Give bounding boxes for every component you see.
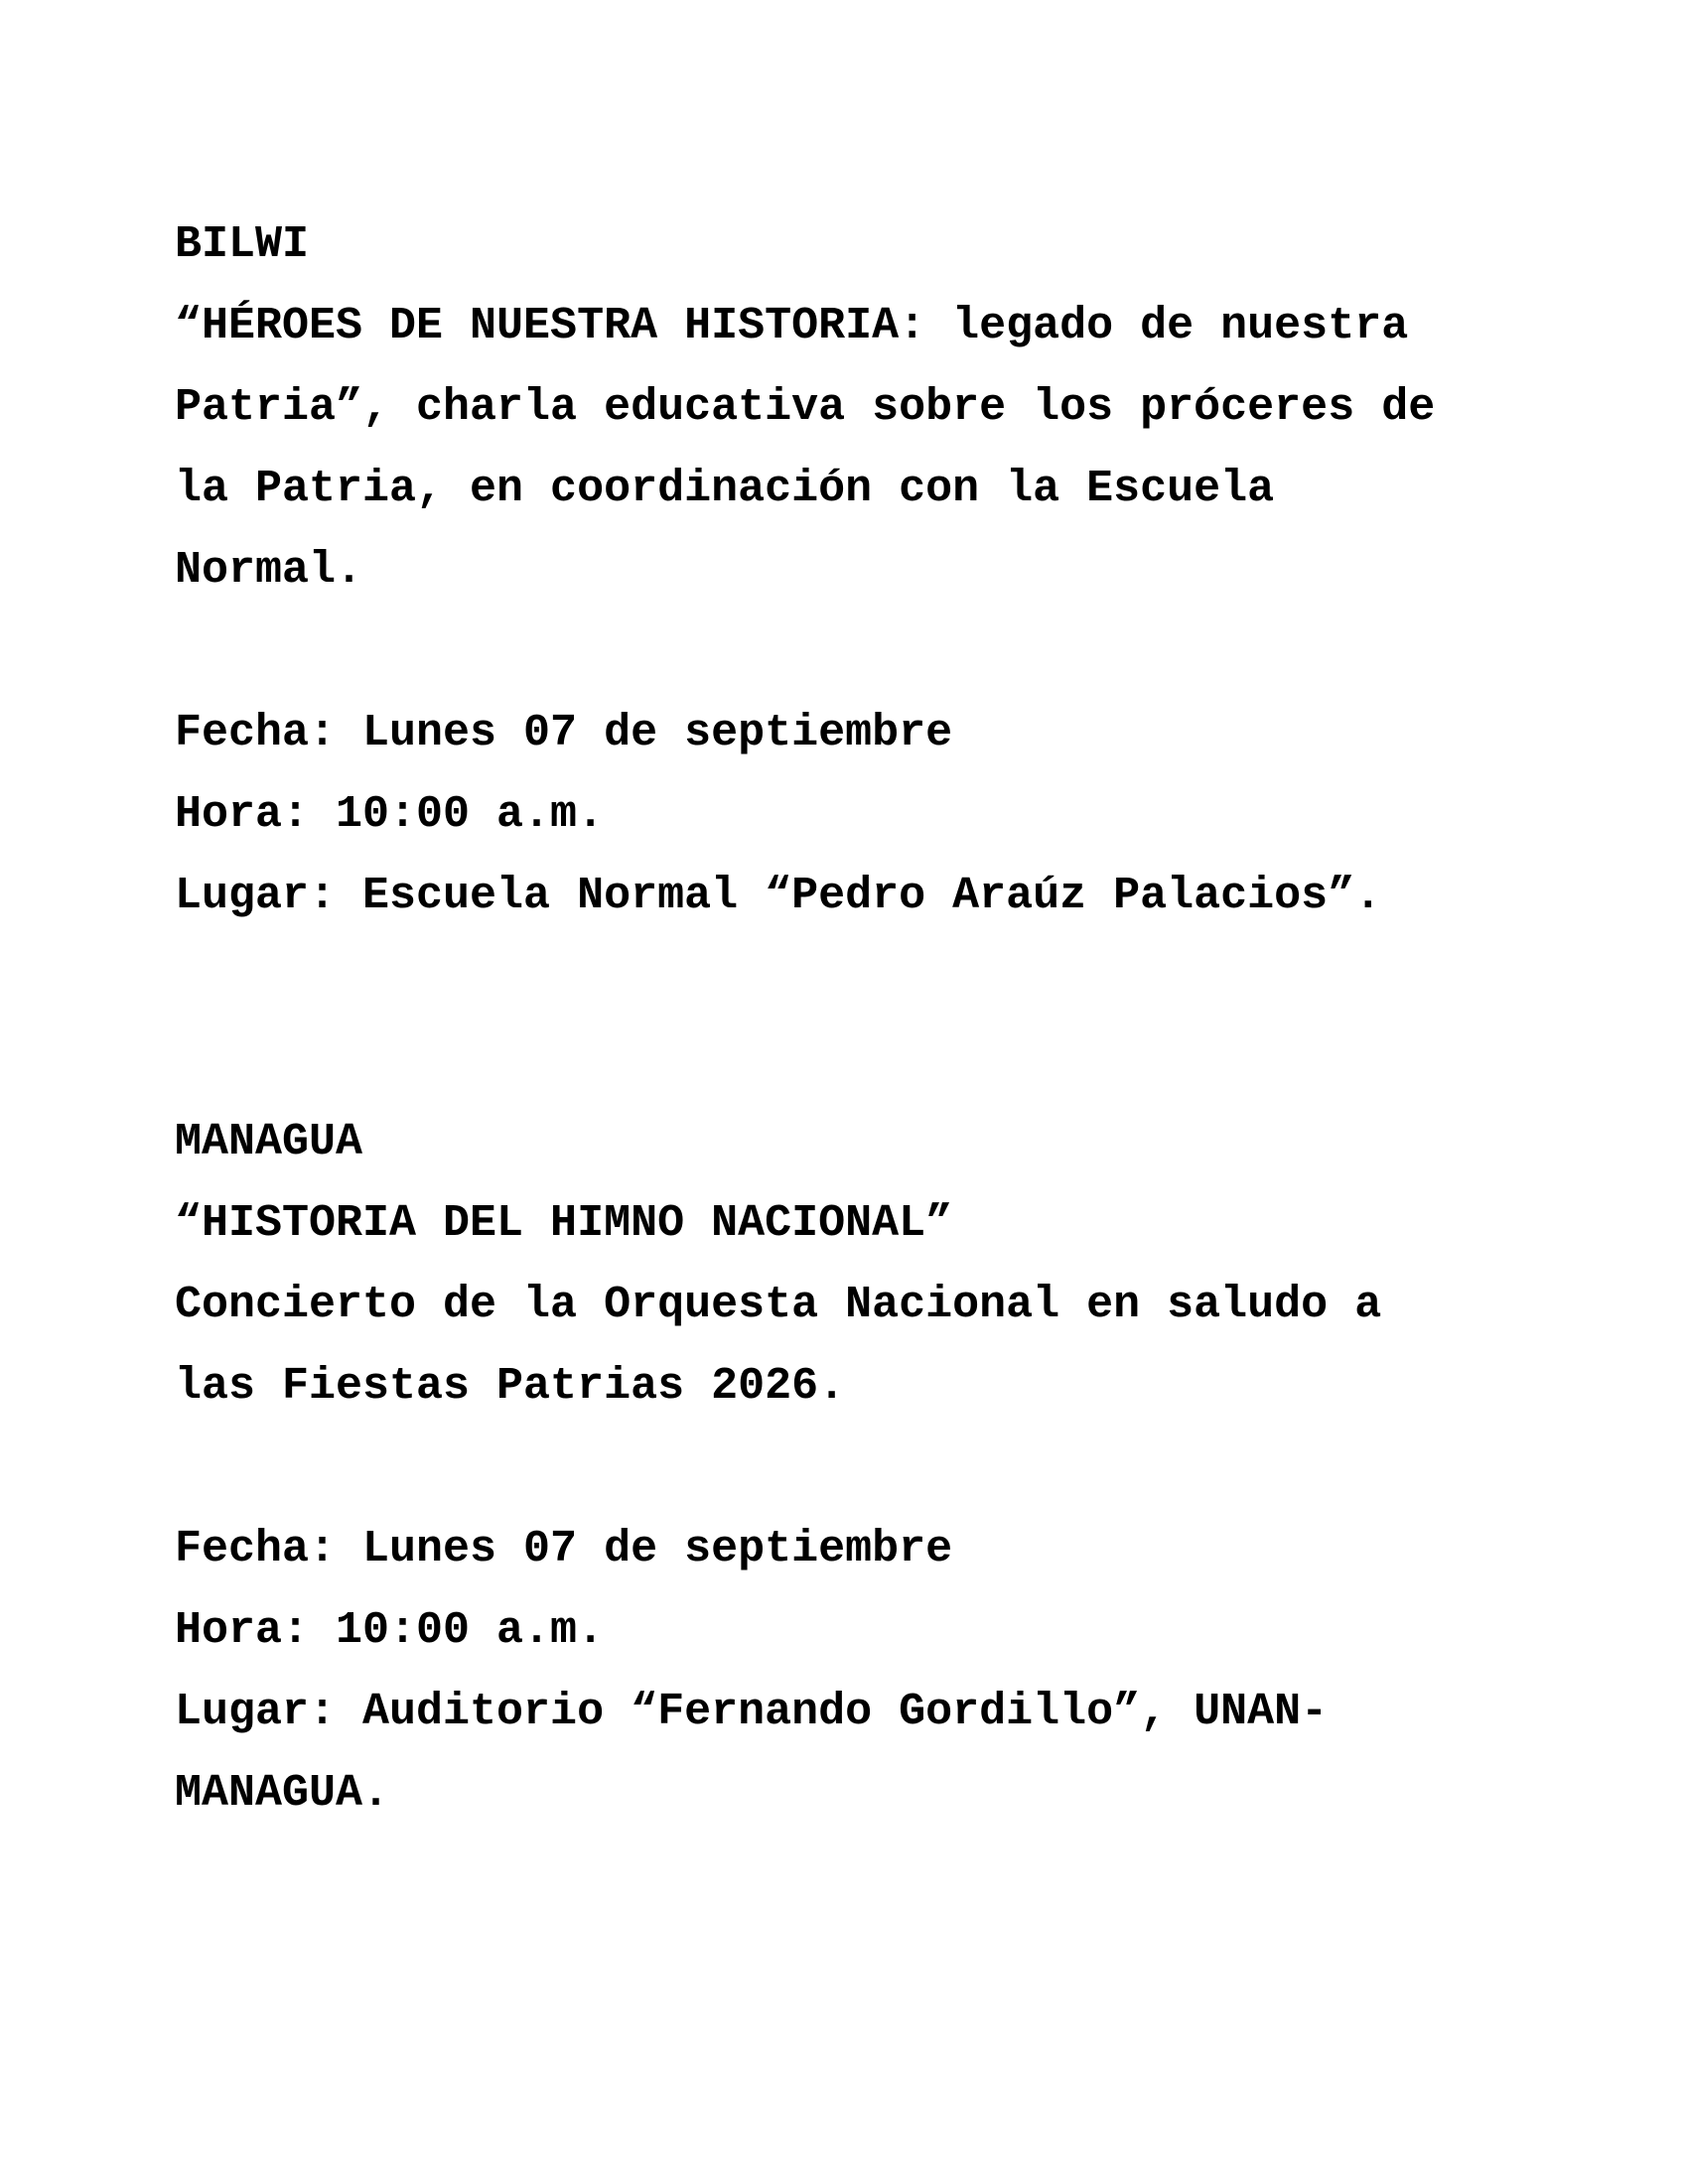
event-description-line: Concierto de la Orquesta Nacional en saludo a [175, 1280, 1382, 1330]
event-bilwi [175, 205, 1585, 937]
event-description-line: las Fiestas Patrias 2026. [175, 1361, 846, 1412]
event-date: Fecha: Lunes 07 de septiembre [175, 1524, 953, 1574]
spacer [175, 1428, 1585, 1509]
event-date: Fecha: Lunes 07 de septiembre [175, 708, 953, 758]
event-location: Lugar: Escuela Normal “Pedro Araúz Palacios”. [175, 871, 1382, 921]
spacer [175, 612, 1585, 693]
event-city: BILWI [175, 219, 310, 270]
event-description-line: “HÉROES DE NUESTRA HISTORIA: legado de nuestra [175, 301, 1409, 351]
event-location: Lugar: Auditorio “Fernando Gordillo”, UNAN- [175, 1687, 1329, 1737]
event-description-line: Patria”, charla educativa sobre los próceres de [175, 382, 1436, 433]
event-time: Hora: 10:00 a.m. [175, 789, 605, 840]
event-location: MANAGUA. [175, 1768, 390, 1819]
event-managua [175, 1102, 1585, 1835]
event-description-line: “HISTORIA DEL HIMNO NACIONAL” [175, 1198, 953, 1249]
event-city: MANAGUA [175, 1117, 363, 1167]
event-time: Hora: 10:00 a.m. [175, 1605, 605, 1656]
event-description-line: la Patria, en coordinación con la Escuela [175, 464, 1275, 514]
event-description-line: Normal. [175, 545, 363, 596]
